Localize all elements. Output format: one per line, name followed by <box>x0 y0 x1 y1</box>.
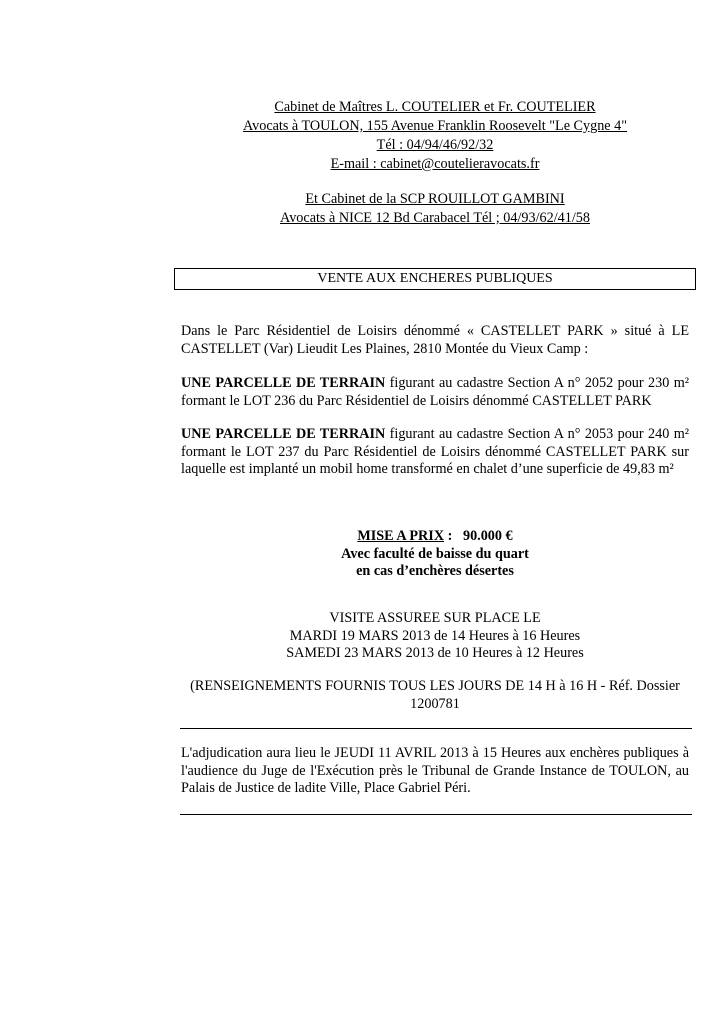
visit-date-2: SAMEDI 23 MARS 2013 de 10 Heures à 12 Heures <box>286 645 584 662</box>
starting-price-line <box>180 528 690 546</box>
parcel-1-paragraph <box>181 375 689 410</box>
starting-price-block <box>180 528 690 581</box>
price-reduction-note: Avec faculté de baisse du quart <box>341 545 529 562</box>
header-email: E-mail : cabinet@coutelieravocats.fr <box>330 156 540 172</box>
visit-date-1: MARDI 19 MARS 2013 de 14 Heures à 16 Heures <box>289 627 581 644</box>
adjudication-paragraph: L'adjudication aura lieu le JEUDI 11 AVRIL 2013 à 15 Heures aux enchères publiques à l'audience du Juge de l'Exécution près le Tribunal de Grande Instance de TOULON, au Palais de Justice de ladite Ville, Place Gabriel Péri. <box>181 745 689 797</box>
information-line: (RENSEIGNEMENTS FOURNIS TOUS LES JOURS DE 14 H à 16 H - Réf. Dossier <box>190 678 680 694</box>
header-address: Avocats à TOULON, 155 Avenue Franklin Roosevelt "Le Cygne 4" <box>242 118 628 134</box>
parcel-1-heading: UNE PARCELLE DE TERRAIN <box>181 375 386 391</box>
information-block <box>180 678 690 713</box>
law-firm-header <box>180 98 690 228</box>
header-second-firm: Et Cabinet de la SCP ROUILLOT GAMBINI <box>305 191 565 207</box>
parcel-2-heading: UNE PARCELLE DE TERRAIN <box>181 426 386 442</box>
header-second-address: Avocats à NICE 12 Bd Carabacel Tél ; 04/93/62/41/58 <box>280 210 590 226</box>
dossier-reference: 1200781 <box>410 695 460 712</box>
parcel-2-paragraph <box>181 426 689 479</box>
divider-top <box>180 728 692 729</box>
parcel-2-description: figurant au cadastre Section A n° 2053 pour 240 m² formant le LOT 237 du Parc Résidentiel de Loisirs dénommé CASTELLET PARK sur laquelle est implanté un mobil home transformé en chalet d’une superficie de 49,83 m² <box>181 426 689 478</box>
sale-title-box: VENTE AUX ENCHERES PUBLIQUES <box>174 268 696 290</box>
header-firm-name: Cabinet de Maîtres L. COUTELIER et Fr. COUTELIER <box>274 99 596 115</box>
visit-heading: VISITE ASSUREE SUR PLACE LE <box>329 610 541 626</box>
divider-bottom <box>180 814 692 815</box>
visit-block <box>180 610 690 663</box>
starting-price-label: MISE A PRIX <box>357 528 445 544</box>
parcel-1-description: figurant au cadastre Section A n° 2052 pour 230 m² formant le LOT 236 du Parc Résidentiel de Loisirs dénommé CASTELLET PARK <box>181 375 689 409</box>
starting-price-value: : 90.000 € <box>444 528 513 544</box>
intro-paragraph: Dans le Parc Résidentiel de Loisirs dénommé « CASTELLET PARK » situé à LE CASTELLET (Var) Lieudit Les Plaines, 2810 Montée du Vieux Camp : <box>181 323 689 357</box>
header-phone: Tél : 04/94/46/92/32 <box>376 137 494 153</box>
price-reduction-condition: en cas d’enchères désertes <box>356 563 514 580</box>
